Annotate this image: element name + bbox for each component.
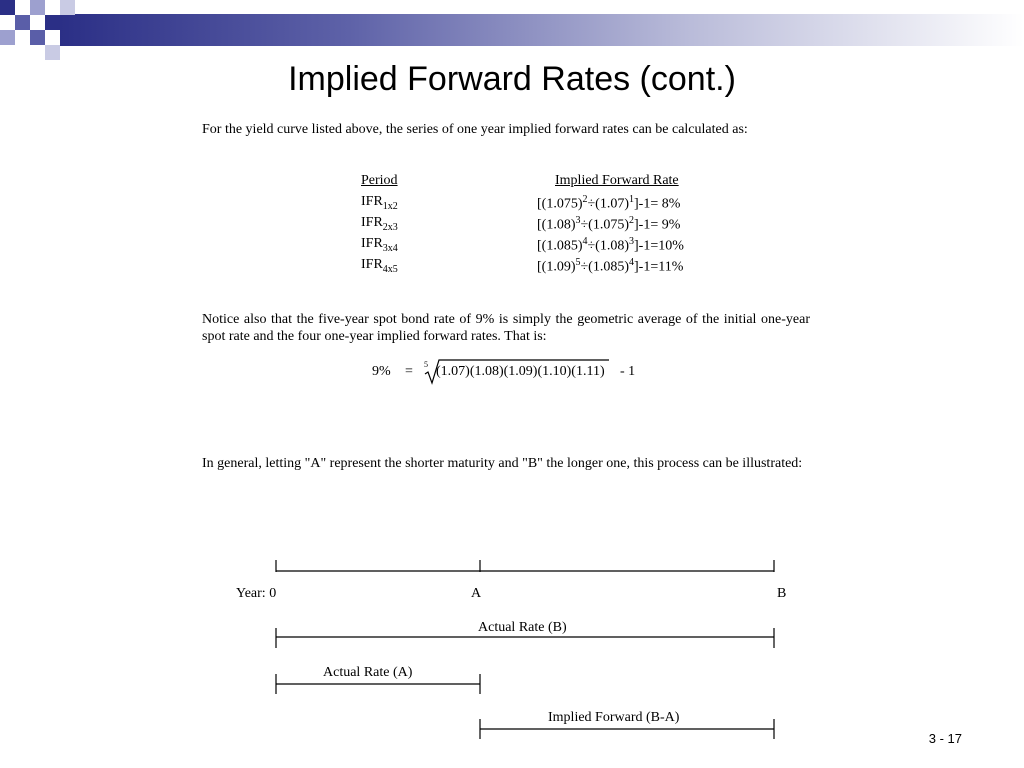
- banner-square: [30, 0, 45, 15]
- rate-cell: $[(1.075)^2\div(1.07)^1]-1= 8\%$: [537, 194, 681, 212]
- root-index: 5: [424, 360, 428, 369]
- general-paragraph: In general, letting "A" represent the shorter maturity and "B" the longer one, this process can be illustrated:: [202, 456, 803, 471]
- radicand: (1.07)(1.08)(1.09)(1.10)(1.11): [436, 364, 605, 379]
- notice-paragraph: Notice also that the five-year spot bond rate of 9% is simply the geometric average of the initial one-year spot rate and the four one-year implied forward rates. That is:: [202, 312, 810, 344]
- period-header: Period: [361, 173, 398, 188]
- banner-square: [15, 15, 30, 30]
- rate-cell: $[(1.08)^3\div(1.075)^2]-1= 9\%$: [537, 215, 681, 233]
- banner-square: [30, 30, 45, 45]
- formula-tail: - 1: [620, 364, 636, 379]
- period-cell: $IFR_{4x5}$: [361, 257, 398, 275]
- banner-square: [45, 45, 60, 60]
- header-banner: [0, 0, 1024, 46]
- banner-square: [60, 0, 75, 15]
- b-label: B: [777, 586, 787, 601]
- formula-equals: =: [405, 364, 413, 379]
- intro-text: For the yield curve listed above, the series of one year implied forward rates can be calculated as:: [202, 122, 748, 137]
- banner-square: [0, 0, 15, 15]
- rate-cell: $[(1.085)^4\div(1.08)^3]-1=10\%$: [537, 236, 684, 254]
- period-cell: $IFR_{3x4}$: [361, 236, 398, 254]
- rate-cell: $[(1.09)^5\div(1.085)^4]-1=11\%$: [537, 257, 684, 275]
- actual-rate-a-label: Actual Rate (A): [323, 665, 413, 680]
- period-cell: $IFR_{1x2}$: [361, 194, 398, 212]
- page-number: 3 - 17: [928, 731, 962, 746]
- period-cell: $IFR_{2x3}$: [361, 215, 398, 233]
- banner-square: [45, 15, 60, 30]
- banner-gradient: [60, 14, 1024, 46]
- banner-square: [0, 30, 15, 45]
- a-label: A: [471, 586, 482, 601]
- implied-forward-label: Implied Forward (B-A): [548, 710, 680, 725]
- formula-lhs: 9%: [372, 364, 391, 379]
- actual-rate-b-label: Actual Rate (B): [478, 620, 567, 635]
- year-label: Year: 0: [236, 586, 277, 601]
- implied-rate-header: Implied Forward Rate: [555, 173, 679, 188]
- slide-title: Implied Forward Rates (cont.): [288, 60, 736, 98]
